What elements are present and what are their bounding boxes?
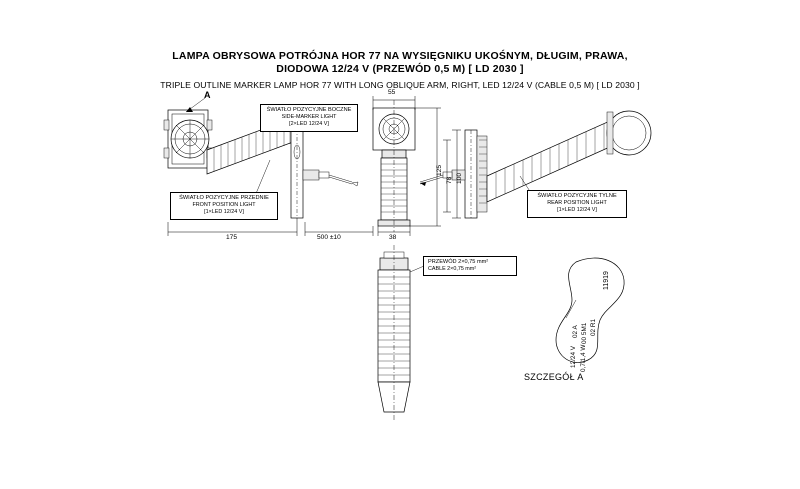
callout-side-marker-line2: SIDE-MARKER LIGHT [281,114,337,121]
detail-mark-power: 0,7/1,4 W [580,344,587,372]
detail-a-label: SZCZEGÓŁ A [524,372,584,382]
title-english: TRIPLE OUTLINE MARKER LAMP HOR 77 WITH LONG OBLIQUE ARM, RIGHT, LED 12/24 V (CABLE 0,5 M) [ LD 2030 ] [160,80,640,90]
callout-side-marker-line1: ŚWIATŁO POZYCYJNE BOCZNE [266,107,352,113]
center-lamp-view [373,100,415,232]
callout-front-position [170,192,278,220]
detail-a-shape [556,258,624,363]
callout-cable [423,256,517,276]
callout-front-position-line2: FRONT POSITION LIGHT [192,202,256,209]
callout-rear-position-line2: REAR POSITION LIGHT [547,200,607,207]
dimension-height-right: 125 [436,164,443,176]
dimension-base-width: 175 [226,234,238,241]
dimension-top-width: 55 [388,89,396,96]
dimension-lamp-depth: 38 [389,234,397,241]
left-lamp-head [164,110,212,168]
callout-front-position-line1: ŚWIATŁO POZYCYJNE PRZEDNIE [179,195,269,201]
detail-mark-line1: 02 A [572,325,579,338]
callout-side-marker [260,104,358,132]
callout-side-marker-line3: [2×LED 12/24 V] [289,121,329,128]
right-lamp-head [607,111,651,155]
left-cable-gland [303,170,358,186]
callout-front-position-line3: [1×LED 12/24 V] [204,209,244,216]
callout-cable-line2: CABLE 2×0,75 mm² [428,266,477,273]
callout-cable-line1: PRZEWÓD 2×0,75 mm² [428,259,489,265]
cable-detail-lower [378,245,424,420]
detail-mark-line2: 00 5M1 [581,322,588,344]
detail-mark-code: 11919 [603,271,610,290]
dimension-height-small: 78 [446,176,453,184]
section-letter-a: A [204,90,211,100]
detail-mark-line3: 02 R1 [590,318,597,336]
title-polish-line1: LAMPA OBRYSOWA POTRÓJNA HOR 77 NA WYSIĘGNIKU UKOŚNYM, DŁUGIM, PRAWA, [172,50,628,62]
dimension-height-inner: 100 [456,172,463,184]
detail-mark-voltage: 12/24 V [570,345,577,368]
dimension-arm-length: 500 ±10 [317,234,341,241]
callout-rear-position-line3: [1×LED 12/24 V] [557,207,597,214]
title-polish-line2: DIODOWA 12/24 V (PRZEWÓD 0,5 M) [ LD 2030 ] [276,63,524,75]
callout-rear-position [527,190,627,218]
callout-rear-position-line1: ŚWIATŁO POZYCYJNE TYLNE [537,193,617,199]
right-mounting-plate [465,130,487,218]
